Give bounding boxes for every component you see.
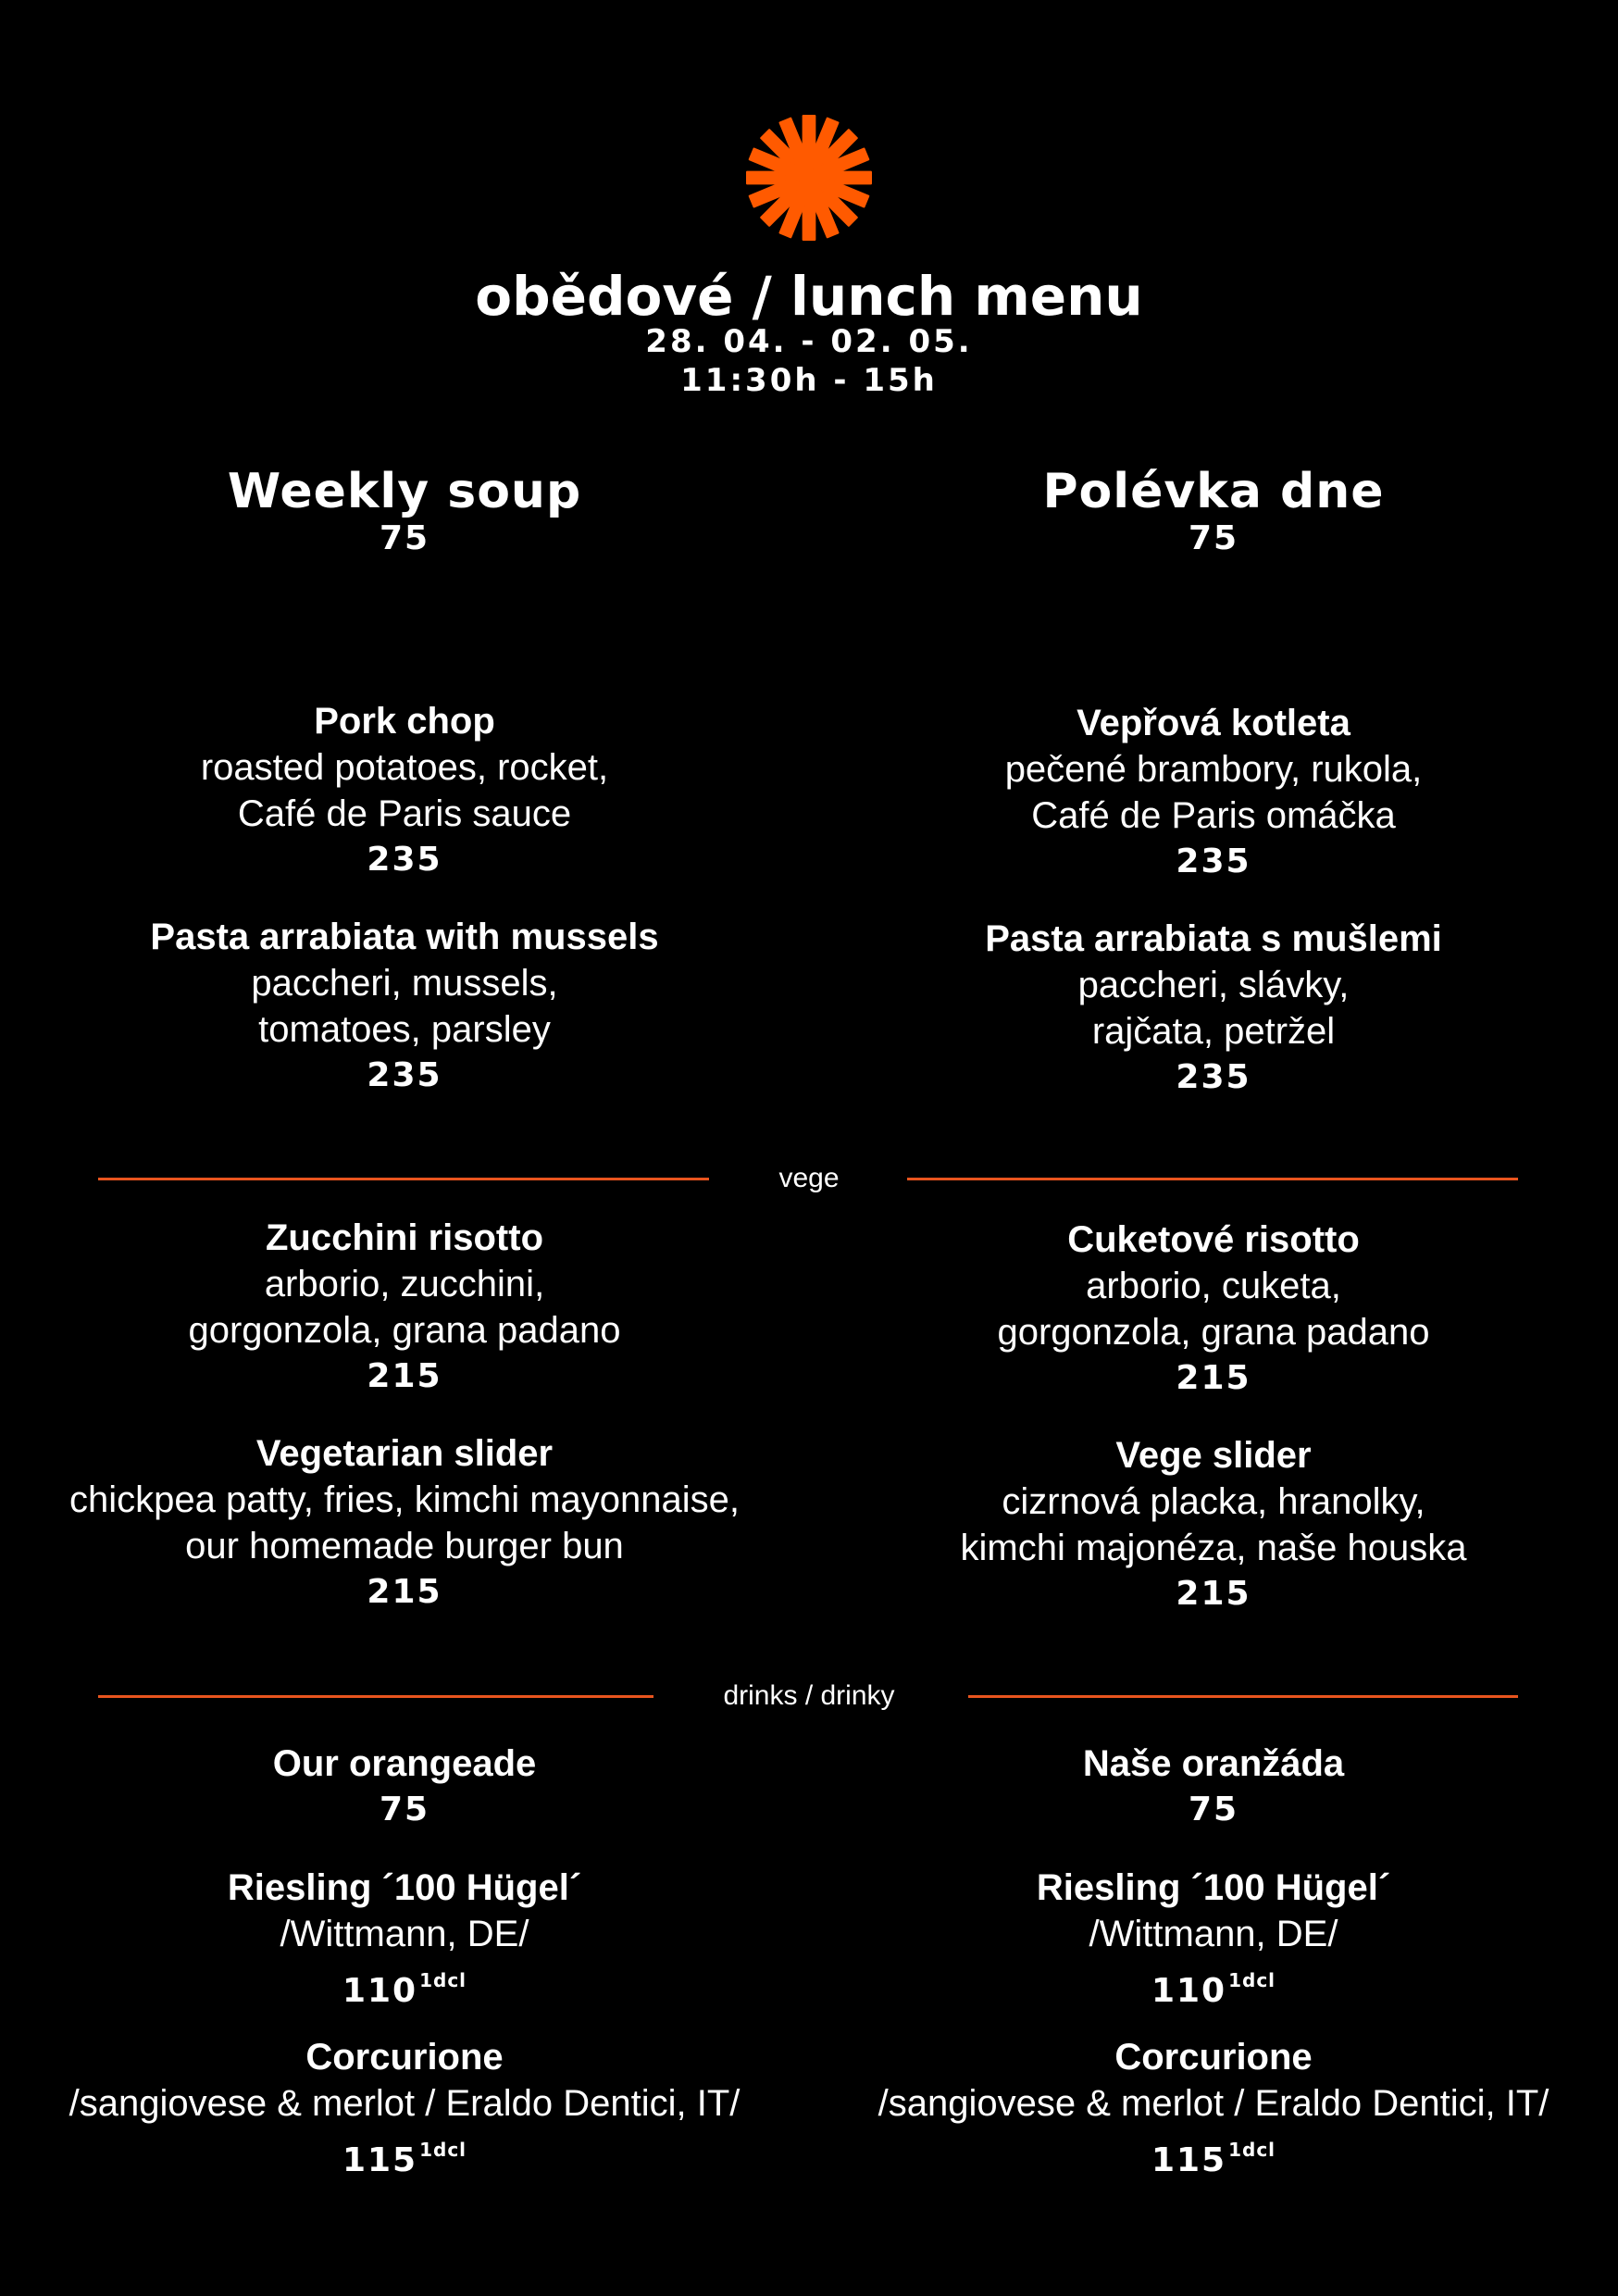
dish-desc: chickpea patty, fries, kimchi mayonnaise, [68, 1479, 740, 1520]
price-unit: 1dcl [1228, 1969, 1276, 1991]
drink-name: Naše oranžáda [1082, 1743, 1345, 1784]
price-value: 110 [342, 1972, 418, 2010]
dish-desc: Café de Paris sauce [237, 793, 572, 834]
drink-desc: /Wittmann, DE/ [280, 1914, 529, 1954]
drink-desc: /sangiovese & merlot / Eraldo Dentici, IT/ [68, 2083, 741, 2124]
menu-item [809, 1217, 1618, 1402]
dish-name: Pasta arrabiata with mussels [150, 917, 659, 957]
asterisk-logo-icon [746, 115, 872, 241]
menu-hours: 11:30h - 15h [680, 362, 938, 399]
drink-price: 75 [1188, 1791, 1239, 1828]
dish-desc: kimchi majonéza, naše houska [960, 1528, 1467, 1568]
dish-desc: paccheri, mussels, [251, 963, 558, 1004]
dish-price: 215 [1176, 1575, 1251, 1613]
dish-desc: pečené brambory, rukola, [1004, 749, 1423, 790]
dish-price: 235 [367, 841, 442, 879]
dish-name: Pork chop [314, 701, 495, 742]
price-unit: 1dcl [419, 2139, 467, 2161]
menu-item [809, 1741, 1618, 1833]
dish-name: Pasta arrabiata s mušlemi [985, 918, 1442, 959]
drink-name: Corcurione [1114, 2037, 1313, 2078]
dish-desc: tomatoes, parsley [258, 1009, 551, 1050]
dish-name: Cuketové risotto [1067, 1219, 1360, 1260]
dish-price: 235 [1176, 842, 1251, 880]
price-value: 115 [1151, 2141, 1227, 2179]
price-unit: 1dcl [1228, 2139, 1276, 2161]
dish-name: Vepřová kotleta [1077, 703, 1350, 743]
drink-name: Our orangeade [272, 1743, 537, 1784]
dish-desc: cizrnová placka, hranolky, [1002, 1481, 1425, 1522]
dish-desc: roasted potatoes, rocket, [200, 747, 609, 788]
price-value: 115 [342, 2141, 418, 2179]
menu-title: obědové / lunch menu [475, 265, 1143, 328]
price-value: 110 [1151, 1972, 1227, 2010]
drink-name: Corcurione [305, 2037, 504, 2078]
soup-price: 75 [1188, 519, 1239, 557]
menu-item [809, 1865, 1618, 2015]
drink-price [809, 1957, 1618, 2015]
menu-dates: 28. 04. - 02. 05. [645, 323, 973, 360]
dish-desc: our homemade burger bun [185, 1526, 624, 1566]
dish-desc: arborio, cuketa, [1086, 1266, 1341, 1306]
menu-item [0, 698, 809, 883]
dish-price: 215 [367, 1357, 442, 1395]
menu-item [0, 1215, 809, 1400]
dish-desc: gorgonzola, grana padano [188, 1310, 621, 1351]
menu-item [0, 1430, 809, 1616]
menu-item [809, 2034, 1618, 2184]
dish-name: Vegetarian slider [255, 1433, 554, 1474]
section-label-vege: vege [778, 1163, 840, 1193]
soup-en [0, 463, 809, 557]
soup-name: Polévka dne [1042, 464, 1385, 519]
soup-name: Weekly soup [227, 464, 582, 519]
soup-cz [809, 463, 1618, 557]
drink-name: Riesling ´100 Hügel´ [227, 1867, 582, 1908]
drink-price: 75 [379, 1791, 430, 1828]
soup-price: 75 [379, 519, 430, 557]
section-label-drinks: drinks / drinky [723, 1680, 895, 1711]
dish-desc: paccheri, slávky, [1077, 965, 1350, 1005]
dish-price: 235 [367, 1056, 442, 1094]
dish-desc: rajčata, petržel [1091, 1011, 1336, 1052]
menu-item [0, 1741, 809, 1833]
price-unit: 1dcl [419, 1969, 467, 1991]
dish-price: 235 [1176, 1058, 1251, 1096]
dish-name: Vege slider [1115, 1435, 1312, 1476]
drink-name: Riesling ´100 Hügel´ [1036, 1867, 1391, 1908]
dish-price: 215 [1176, 1359, 1251, 1397]
drink-desc: /sangiovese & merlot / Eraldo Dentici, IT/ [877, 2083, 1550, 2124]
dish-name: Zucchini risotto [266, 1217, 543, 1258]
menu-item [809, 700, 1618, 885]
drink-desc: /Wittmann, DE/ [1089, 1914, 1338, 1954]
dish-desc: gorgonzola, grana padano [997, 1312, 1430, 1353]
drink-price [809, 2127, 1618, 2184]
menu-item [0, 2034, 809, 2184]
drink-price [0, 1957, 809, 2015]
dish-desc: arborio, zucchini, [264, 1264, 545, 1304]
menu-item [0, 914, 809, 1099]
dish-price: 215 [367, 1573, 442, 1611]
drink-price [0, 2127, 809, 2184]
menu-item [809, 1432, 1618, 1617]
dish-desc: Café de Paris omáčka [1031, 795, 1396, 836]
menu-item [809, 916, 1618, 1101]
menu-item [0, 1865, 809, 2015]
